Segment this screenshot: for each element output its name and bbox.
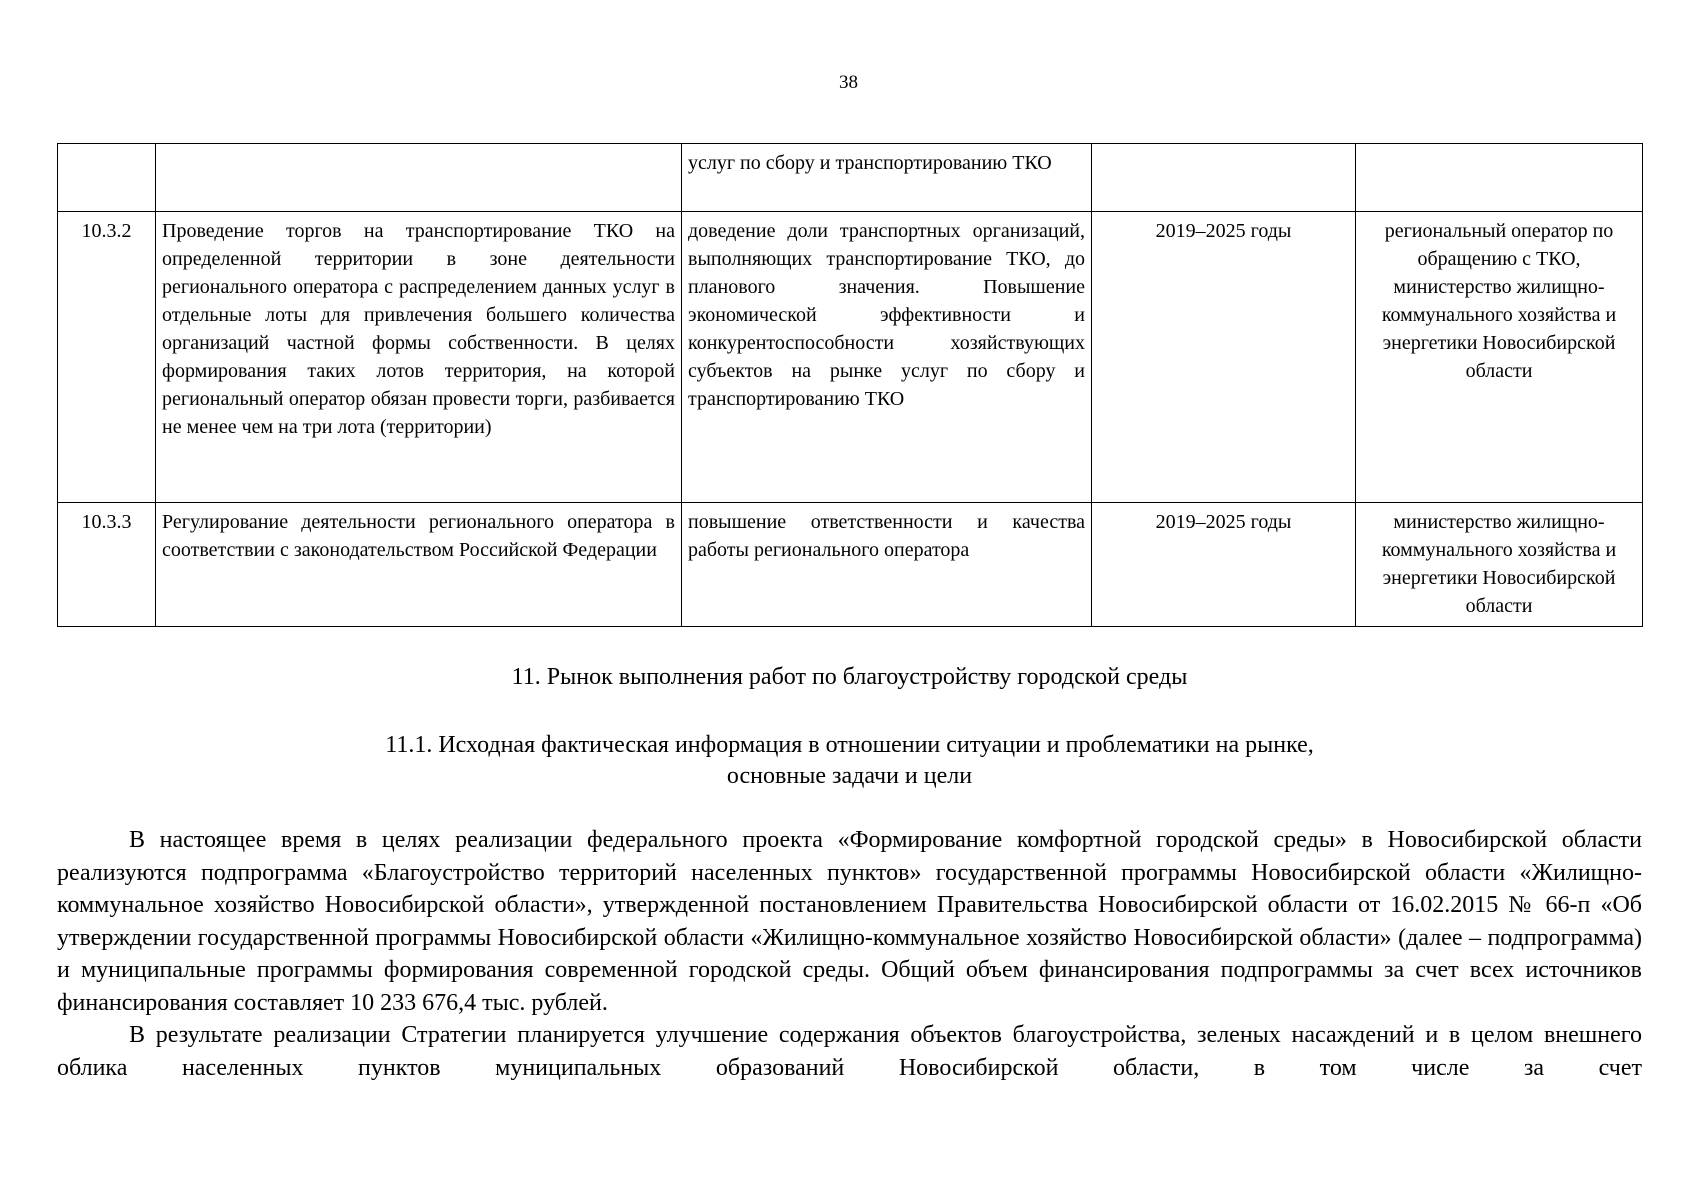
period-cell: 2019–2025 годы bbox=[1092, 212, 1356, 503]
body-text bbox=[57, 824, 1642, 1084]
table-row bbox=[58, 212, 1643, 503]
measure-cell: Проведение торгов на транспортирование ТКО на определенной территории в зоне деятельности регионального оператора с распределением данных услуг в отдельные лоты для привлечения большего количества организаций частной формы собственности. В целях формирования таких лотов территория, на которой региональный оператор обязан провести торги, разбивается не менее чем на три лота (территории) bbox=[156, 212, 682, 503]
period-cell bbox=[1092, 144, 1356, 212]
responsible-cell: министерство жилищно-коммунального хозяйства и энергетики Новосибирской области bbox=[1356, 503, 1643, 627]
section-heading: 11. Рынок выполнения работ по благоустройству городской среды bbox=[511, 664, 1188, 690]
paragraph: В настоящее время в целях реализации федерального проекта «Формирование комфортной городской среды» в Новосибирской области реализуются подпрограмма «Благоустройство территорий населенных пунктов» государственной программы Новосибирской области «Жилищно-коммунальное хозяйство Новосибирской области», утвержденной постановлением Правительства Новосибирской области от 16.02.2015 № 66-п «Об утверждении государственной программы Новосибирской области «Жилищно-коммунальное хозяйство Новосибирской области» (далее – подпрограмма) и муниципальные программы формирования современной городской среды. Общий объем финансирования подпрограммы за счет всех источников финансирования составляет 10 233 676,4 тыс. рублей. bbox=[57, 827, 1642, 1016]
measures-table bbox=[57, 143, 1643, 627]
table-row bbox=[58, 144, 1643, 212]
measure-cell bbox=[156, 144, 682, 212]
page-number: 38 bbox=[839, 72, 858, 93]
responsible-cell bbox=[1356, 144, 1643, 212]
result-cell: доведение доли транспортных организаций, выполняющих транспортирование ТКО, до планового значения. Повышение экономической эффективности и конкурентоспособности хозяйствующих субъектов на рынке услуг по сбору и транспортированию ТКО bbox=[682, 212, 1092, 503]
subsection-heading-line: 11.1. Исходная фактическая информация в отношении ситуации и проблематики на рынке, bbox=[385, 732, 1314, 758]
result-cell: услуг по сбору и транспортированию ТКО bbox=[682, 144, 1092, 212]
period-cell: 2019–2025 годы bbox=[1092, 503, 1356, 627]
row-number-cell: 10.3.3 bbox=[58, 503, 156, 627]
table-row bbox=[58, 503, 1643, 627]
result-cell: повышение ответственности и качества работы регионального оператора bbox=[682, 503, 1092, 627]
subsection-heading bbox=[57, 730, 1642, 792]
responsible-cell: региональный оператор по обращению с ТКО, министерство жилищно-коммунального хозяйства и энергетики Новосибирской области bbox=[1356, 212, 1643, 503]
paragraph: В результате реализации Стратегии планируется улучшение содержания объектов благоустройства, зеленых насаждений и в целом внешнего облика населенных пунктов муниципальных образований Новосибирской области, в том числе за счет bbox=[57, 1022, 1642, 1081]
row-number-cell: 10.3.2 bbox=[58, 212, 156, 503]
subsection-heading-line: основные задачи и цели bbox=[726, 763, 973, 789]
measure-cell: Регулирование деятельности регионального оператора в соответствии с законодательством Российской Федерации bbox=[156, 503, 682, 627]
row-number-cell bbox=[58, 144, 156, 212]
